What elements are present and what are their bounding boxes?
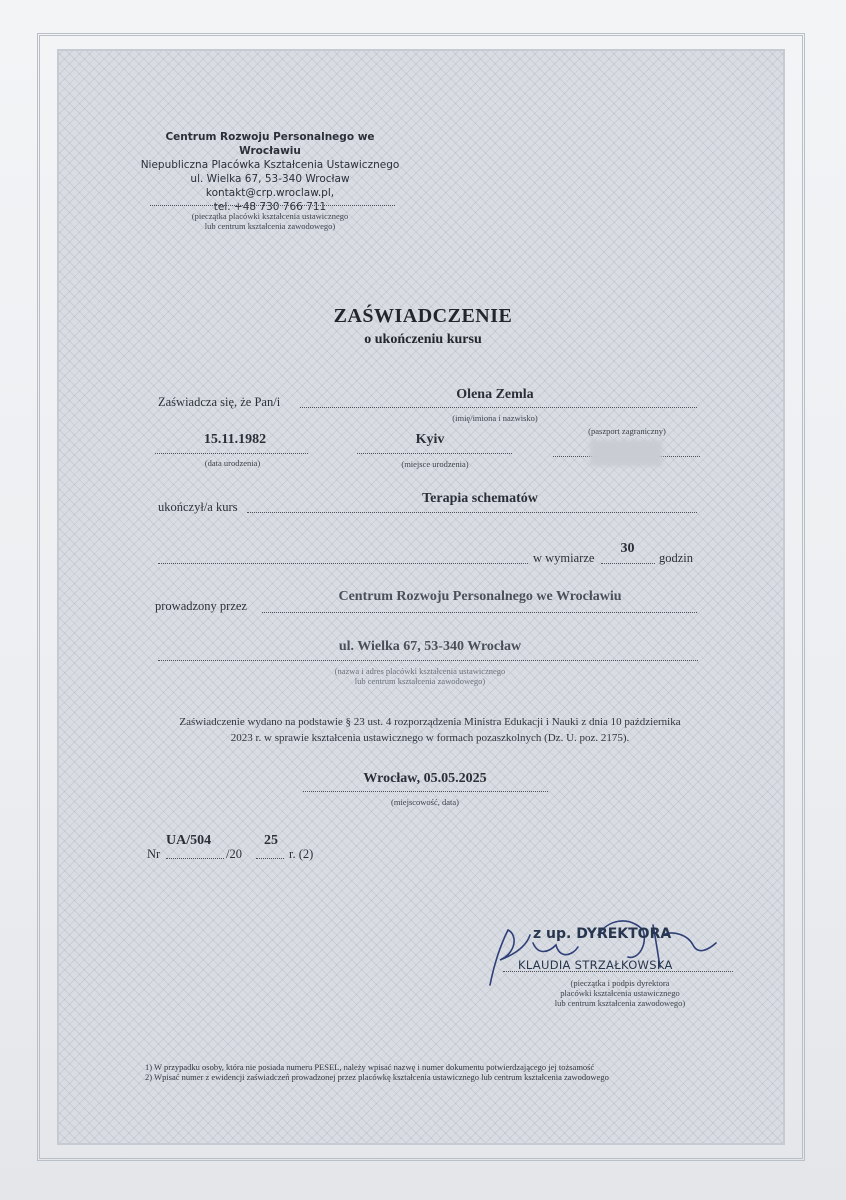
legal-basis-line-2: 2023 r. w sprawie kształcenia ustawicznego w formach pozaszkolnych (Dz. U. poz. 2175).: [230, 732, 630, 744]
number-mid: /20: [226, 847, 242, 861]
birth-place: Kyiv: [415, 432, 445, 447]
provider-address: ul. Wielka 67, 53-340 Wrocław: [338, 639, 522, 654]
issue-caption: (miejscowość, data): [391, 797, 459, 807]
signature-caption-line-3: lub centrum kształcenia zawodowego): [554, 998, 686, 1008]
person-name: Olena Zemla: [456, 387, 534, 402]
document-title: ZAŚWIADCZENIE: [333, 305, 513, 327]
number-suffix: r. (2): [289, 847, 314, 861]
hours-suffix: godzin: [659, 551, 694, 565]
course-name-line: [247, 512, 697, 513]
document-subtitle: o ukończeniu kursu: [364, 332, 482, 347]
course-label: ukończył/a kurs: [158, 500, 238, 514]
stamp-line-1: Centrum Rozwoju Personalnego we Wrocławiu: [165, 131, 375, 157]
course-name: Terapia schematów: [422, 491, 538, 506]
person-name-caption: (imię/imiona i nazwisko): [452, 413, 538, 423]
course-extra-line: [158, 563, 528, 564]
birth-date: 15.11.1982: [203, 432, 267, 447]
institution-stamp: [135, 130, 405, 214]
footnotes: [145, 1062, 705, 1082]
stamp-line-2: Niepubliczna Placówka Kształcenia Ustawicznego: [140, 159, 400, 171]
signature-name: KLAUDIA STRZAŁKOWSKA: [518, 958, 673, 972]
issue-place-date: Wrocław, 05.05.2025: [363, 771, 487, 786]
certificate-year: 25: [264, 833, 278, 848]
legal-basis-line-1: Zaświadczenie wydano na podstawie § 23 ust. 4 rozporządzenia Ministra Edukacji i Nauki z dnia 10 października: [179, 716, 681, 728]
signature-caption-line-1: (pieczątka i podpis dyrektora: [570, 978, 670, 988]
signature-role: z up. DYREKTORA: [533, 926, 672, 942]
person-label: Zaświadcza się, że Pan/i: [158, 395, 281, 409]
stamp-caption-line-1: (pieczątka placówki kształcenia ustawicznego: [191, 211, 349, 221]
signature-caption-line-2: placówki kształcenia ustawicznego: [560, 988, 680, 998]
stamp-caption: [140, 211, 400, 231]
birth-place-caption: (miejsce urodzenia): [401, 459, 469, 469]
stamp-line-4: kontakt@crp.wroclaw.pl,: [205, 187, 335, 199]
year-line: [256, 858, 284, 859]
provider-caption: [300, 666, 540, 686]
signature-caption: [525, 978, 715, 1008]
legal-basis: [150, 714, 710, 746]
certificate-number: UA/504: [166, 833, 212, 848]
number-line: [166, 858, 224, 859]
provider-caption-line-1: (nazwa i adres placówki kształcenia ustawicznego: [334, 666, 506, 676]
stamp-line-3: ul. Wielka 67, 53-340 Wrocław: [190, 173, 350, 185]
footnote-1: 1) W przypadku osoby, która nie posiada numeru PESEL, należy wpisać nazwę i numer dokumentu potwierdzającego jej tożsamość: [145, 1062, 595, 1072]
passport-caption: (paszport zagraniczny): [588, 426, 666, 436]
stamp-caption-line-2: lub centrum kształcenia zawodowego): [204, 221, 336, 231]
birth-date-line: [155, 453, 308, 454]
number-prefix: Nr: [147, 847, 161, 861]
provider-name-line: [262, 612, 697, 613]
hours-line: [601, 563, 655, 564]
provider-address-line: [158, 660, 698, 661]
course-hours: 30: [620, 541, 635, 556]
person-name-line: [300, 407, 697, 408]
provider-name: Centrum Rozwoju Personalnego we Wrocławiu: [338, 589, 622, 604]
provider-caption-line-2: lub centrum kształcenia zawodowego): [354, 676, 486, 686]
passport-number-redacted: [590, 440, 662, 466]
stamp-dotted-line: [150, 205, 395, 206]
birth-place-line: [357, 453, 512, 454]
birth-date-caption: (data urodzenia): [204, 458, 261, 468]
provider-label: prowadzony przez: [155, 599, 247, 613]
stamp-line-5: tel. +48 730 766 711: [213, 201, 327, 213]
footnote-2: 2) Wpisać numer z ewidencji zaświadczeń prowadzonej przez placówkę kształcenia ustawicznego lub centrum kształcenia zawodowego: [145, 1072, 609, 1082]
issue-line: [303, 791, 548, 792]
hours-prefix: w wymiarze: [533, 551, 595, 565]
